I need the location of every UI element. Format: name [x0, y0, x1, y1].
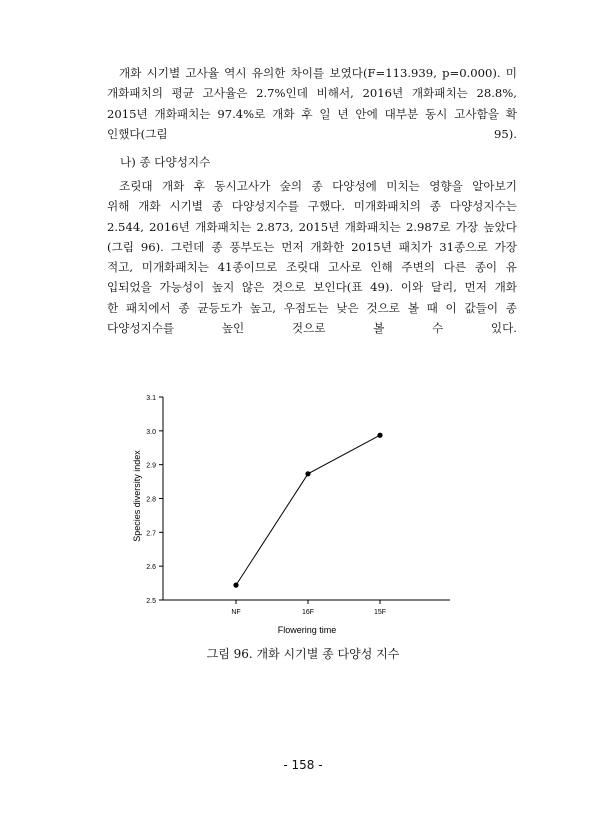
paragraph-line: 2.544, 2016년 개화패치는 2.873, 2015년 개화패치는 2.987로 가장 높았다 — [107, 219, 517, 234]
y-tick-label: 2.8 — [146, 496, 156, 504]
paragraph-line: 입되었을 가능성이 높지 않은 것으로 보인다(표 49). 이와 달리, 먼저 개화 — [107, 280, 517, 295]
y-axis-label: Species diversity index — [132, 450, 142, 542]
y-tick-label: 2.5 — [146, 598, 156, 605]
species-diversity-chart — [0, 385, 606, 645]
x-tick-label: 15F — [373, 609, 387, 616]
y-tick-label: 2.7 — [146, 530, 156, 538]
paragraph-line: 한 패치에서 종 균등도가 높고, 우점도는 낮은 것으로 볼 때 이 값들이 종 — [107, 300, 517, 315]
paragraph-species-diversity — [107, 176, 517, 338]
figure-caption: 그림 96. 개화 시기별 종 다양성 지수 — [206, 647, 400, 661]
data-point-16F — [305, 471, 310, 476]
series-line — [236, 435, 380, 585]
paragraph-line: 2015년 개화패치는 97.4%로 개화 후 일 년 안에 대부분 동시 고사함을 확 — [107, 106, 517, 121]
x-axis-ticks — [231, 600, 386, 616]
paragraph-line: 다양성지수를 높인 것으로 볼 수 있다. — [107, 321, 517, 336]
paragraph-line: 개화패치의 평균 고사율은 2.7%인데 비해서, 2016년 개화패치는 28.8%, — [107, 86, 517, 101]
paragraph-line: (그림 96). 그런데 종 풍부도는 먼저 개화한 2015년 패치가 31종으로 가장 — [107, 239, 517, 254]
chart-axes — [163, 397, 450, 600]
chart-series — [233, 433, 382, 588]
y-tick-label: 2.6 — [146, 564, 156, 572]
paragraph-line: 인했다(그림 95). — [107, 126, 517, 141]
paragraph-flowering-mortality — [107, 63, 517, 144]
x-tick-label: NF — [231, 609, 241, 616]
paragraph-line: 위해 개화 시기별 종 다양성지수를 구했다. 미개화패치의 종 다양성지수는 — [107, 199, 517, 214]
y-tick-label: 3.1 — [146, 395, 156, 402]
page-number: - 158 - — [283, 758, 323, 772]
x-axis-label: Flowering time — [277, 625, 337, 635]
y-tick-label: 3.0 — [146, 428, 156, 436]
data-point-15F — [377, 433, 382, 438]
section-heading: 나) 종 다양성지수 — [120, 155, 211, 169]
paragraph-line: 적고, 미개화패치는 41종이므로 조릿대 고사로 인해 주변의 다른 종이 유 — [107, 260, 517, 275]
paragraph-line: 개화 시기별 고사율 역시 유의한 차이를 보였다(F=113.939, p=0.000). 미 — [119, 66, 517, 80]
y-tick-label: 2.9 — [146, 462, 156, 470]
data-point-NF — [233, 583, 238, 588]
y-axis-ticks — [146, 395, 163, 605]
x-tick-label: 16F — [301, 609, 315, 616]
paragraph-line: 조릿대 개화 후 동시고사가 숲의 종 다양성에 미치는 영향을 알아보기 — [119, 179, 517, 193]
